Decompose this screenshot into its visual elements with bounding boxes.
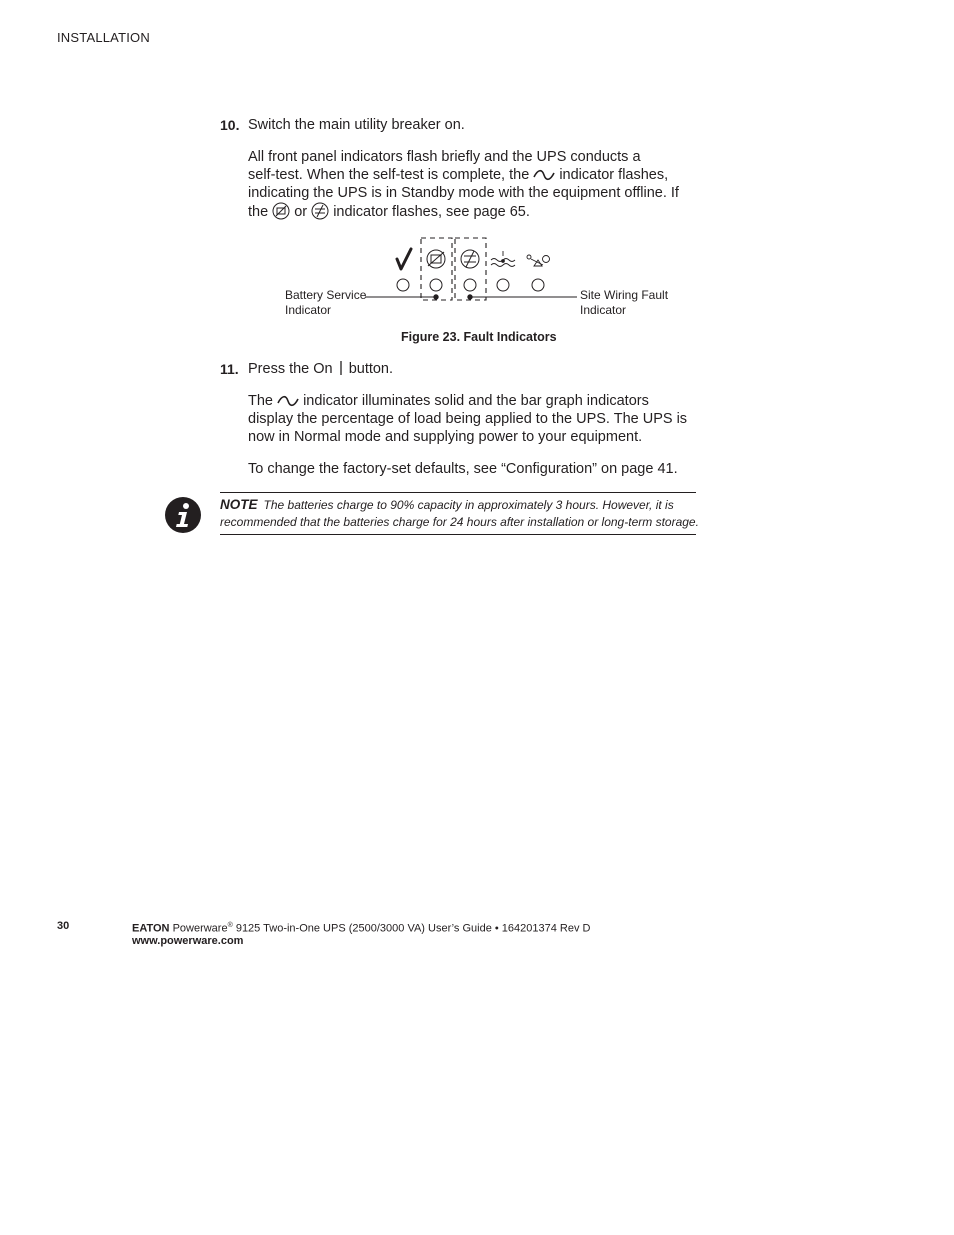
step-10-para-line: indicating the UPS is in Standby mode with the equipment offline. If	[248, 185, 679, 201]
info-icon	[164, 496, 202, 534]
section-header: INSTALLATION	[57, 30, 150, 45]
site-wiring-fault-led	[464, 279, 476, 291]
step-11-paragraph	[248, 392, 708, 446]
page-number: 30	[57, 920, 70, 932]
on-button-icon	[337, 360, 345, 376]
step-11-number: 11.	[220, 361, 239, 377]
registered-mark: ®	[227, 922, 233, 929]
step-11-instruction: Press the On button.	[248, 361, 394, 377]
footer-website: www.powerware.com	[132, 934, 244, 947]
note-top-rule	[220, 492, 696, 493]
indicator-led	[497, 279, 509, 291]
battery-service-icon	[272, 202, 290, 220]
checkmark-icon	[397, 249, 411, 269]
step-11-para-line: The indicator illuminates solid and the bar graph indicators	[248, 393, 649, 409]
battery-service-led	[430, 279, 442, 291]
note-bottom-rule	[220, 534, 696, 535]
footer-document-info	[132, 920, 590, 947]
sine-wave-icon	[533, 169, 555, 181]
configuration-reference: To change the factory-set defaults, see “Configuration” on page 41.	[248, 461, 678, 477]
note-body	[220, 496, 700, 531]
site-wiring-symbol-icon	[461, 250, 479, 268]
step-10-para-line: self-test. When the self-test is complete, the indicator flashes,	[248, 167, 669, 183]
battery-service-symbol-icon	[427, 250, 445, 268]
footer-brand: EATON	[132, 922, 170, 935]
footer-product-name: Powerware	[172, 922, 228, 935]
site-wiring-fault-label: Site Wiring Fault Indicator	[580, 288, 669, 317]
indicator-led	[532, 279, 544, 291]
site-wiring-fault-icon	[311, 202, 329, 220]
figure-caption: Figure 23. Fault Indicators	[401, 330, 557, 344]
step-10-instruction: Switch the main utility breaker on.	[248, 117, 465, 133]
battery-service-label: Battery Service Indicator	[285, 288, 367, 317]
load-level-symbol-icon	[491, 251, 515, 267]
step-11-para-line: now in Normal mode and supplying power to your equipment.	[248, 429, 643, 445]
step-10-number: 10.	[220, 117, 240, 133]
step-10-para-line: All front panel indicators flash briefly and the UPS conducts a	[248, 149, 641, 165]
step-10-para-line: the or indicator flashes, see page 65.	[248, 204, 530, 220]
fan-alarm-symbol-icon	[527, 255, 550, 266]
indicator-led	[397, 279, 409, 291]
note-line: The batteries charge to 90% capacity in approximately 3 hours. However, it is	[263, 498, 674, 512]
note-line: recommended that the batteries charge for 24 hours after installation or long-term storage.	[220, 515, 699, 529]
sine-wave-icon	[277, 395, 299, 407]
step-11-para-line: display the percentage of load being applied to the UPS. The UPS is	[248, 411, 688, 427]
note-label: NOTE	[220, 497, 258, 512]
step-10-paragraph	[248, 148, 708, 221]
footer-product-details: 9125 Two-in-One UPS (2500/3000 VA) User’s Guide • 164201374 Rev D	[232, 922, 591, 935]
